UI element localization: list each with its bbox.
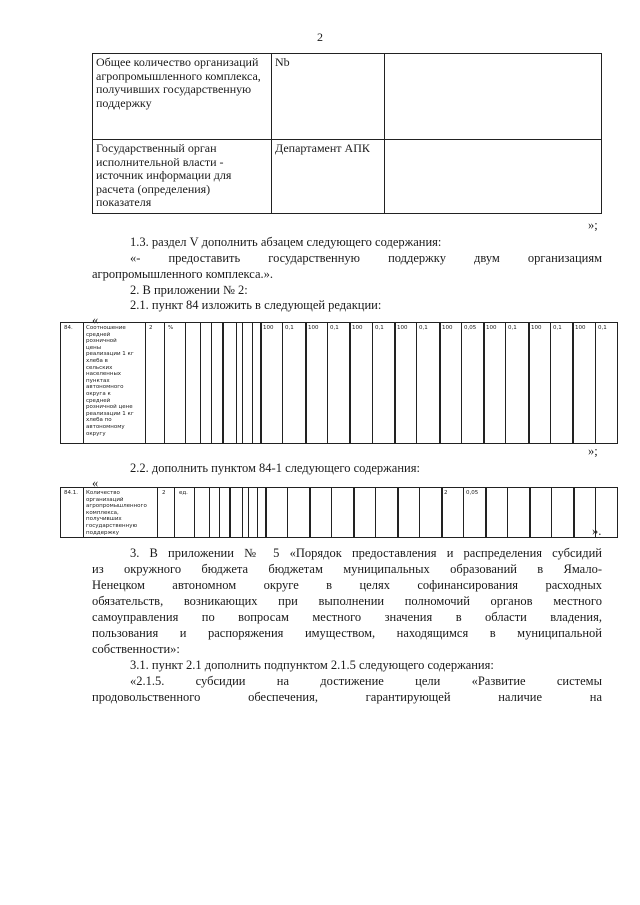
table-value-cell: 0,1	[330, 325, 339, 331]
closing-quote: »;	[588, 218, 598, 232]
indicator-name-line: округа к	[86, 390, 111, 397]
table-cell-value: Департамент АПК	[272, 140, 385, 214]
open-quote: «	[92, 476, 99, 490]
indicator-table	[92, 53, 602, 214]
indicator-name-line: населенных	[86, 371, 122, 378]
indicator-code: 2	[149, 325, 153, 331]
indicator-name-line: пунктах	[86, 377, 110, 384]
table-value-cell: 100	[308, 325, 319, 331]
closing-quote: »;	[588, 444, 598, 458]
indicator-name	[86, 490, 147, 536]
indicator-name	[86, 325, 134, 437]
paragraph: «- предоставить государственную поддержку двум организациям	[130, 251, 602, 265]
paragraph: агропромышленного комплекса.».	[92, 267, 274, 281]
table-row	[93, 140, 602, 214]
table-value-cell: 100	[397, 325, 408, 331]
indicator-name-line: получивших	[86, 516, 122, 523]
table-value-cell: 0,05	[466, 490, 479, 496]
table-value-cell: 2	[444, 490, 448, 496]
table-value-cell: 100	[442, 325, 453, 331]
table-value-cell: 0,1	[285, 325, 294, 331]
indicator-name-line: автономного	[86, 384, 124, 391]
indicator-name-line: Количество	[86, 490, 120, 496]
paragraph-line: «2.1.5. субсидии на достижение цели «Развитие системы	[130, 674, 602, 688]
paragraph: 2.1. пункт 84 изложить в следующей редакции:	[130, 298, 382, 312]
paragraph: 2.2. дополнить пунктом 84-1 следующего содержания:	[130, 461, 420, 475]
indicator-name-line: агропромышленного	[86, 503, 147, 510]
indicator-name-line: организаций	[86, 496, 124, 503]
table-cell-label: Общее количество организаций агропромышленного комплекса, получивших государственную поддержку	[93, 54, 272, 140]
paragraph-line: продовольственного обеспечения, гарантирующей наличие на	[92, 690, 602, 704]
indicator-unit: ед.	[179, 490, 188, 496]
paragraph: 3.1. пункт 2.1 дополнить подпунктом 2.1.5 следующего содержания:	[130, 658, 494, 672]
table-value-cell: 100	[575, 325, 586, 331]
indicator-name-line: автономному	[86, 423, 125, 430]
table-value-cell: 100	[263, 325, 274, 331]
table-value-cell: 0,1	[419, 325, 428, 331]
paragraph-line: пользования и распоряжения имуществом, находящимся в муниципальной	[92, 626, 602, 640]
indicator-name-line: государственную	[86, 522, 138, 529]
table-value-cell: 0,1	[375, 325, 384, 331]
paragraph: 2. В приложении № 2:	[130, 283, 248, 297]
closing-quote: ».	[592, 524, 602, 538]
paragraph-line: собственности»:	[92, 642, 180, 656]
table-cell-label: Государственный орган исполнительной власти - источник информации для расчета (определения) показателя	[93, 140, 272, 214]
table-cell-extra	[385, 54, 602, 140]
indicator-name-line: средней	[86, 397, 111, 404]
indicator-name-line: реализации 1 кг	[86, 410, 134, 417]
indicator-name-line: реализации 1 кг	[86, 351, 134, 358]
indicator-name-line: средней	[86, 331, 111, 338]
table-value-cell: 0,1	[598, 325, 607, 331]
table-row	[93, 54, 602, 140]
table-value-cell: 0,05	[464, 325, 477, 331]
row-number: 84.1.	[64, 490, 78, 496]
table-value-cell: 100	[352, 325, 363, 331]
open-quote: «	[92, 313, 99, 327]
indicator-name-line: розничной цене	[86, 404, 133, 411]
table-value-cell: 0,1	[553, 325, 562, 331]
page-number: 2	[317, 30, 323, 44]
indicator-name-line: розничной	[86, 338, 117, 345]
table-84-1	[60, 487, 618, 538]
paragraph-line: обязательств, возникающих при выполнении полномочий органов местного	[92, 594, 602, 608]
paragraph-line: 3. В приложении № 5 «Порядок предоставления и распределения субсидий	[130, 546, 602, 560]
table-value-cell: 0,1	[508, 325, 517, 331]
indicator-name-line: хлеба по	[86, 417, 112, 424]
indicator-name-line: округу	[86, 430, 106, 437]
table-84	[60, 322, 618, 444]
table-cell-value: Nb	[272, 54, 385, 140]
paragraph: 1.3. раздел V дополнить абзацем следующего содержания:	[130, 235, 442, 249]
table-value-cell: 100	[486, 325, 497, 331]
table-cell-extra	[385, 140, 602, 214]
indicator-name-line: комплекса,	[86, 509, 119, 516]
indicator-code: 2	[162, 490, 166, 496]
paragraph-line: из окружного бюджета бюджетам муниципальных образований в Ямало-	[92, 562, 602, 576]
indicator-name-line: Соотношение	[86, 325, 126, 331]
table-value-cell: 100	[531, 325, 542, 331]
row-number: 84.	[64, 325, 73, 331]
indicator-name-line: поддержку	[86, 529, 119, 536]
indicator-name-line: сельских	[86, 364, 113, 371]
indicator-name-line: хлеба в	[86, 357, 108, 364]
paragraph-line: Ненецком автономном округе в целях софинансирования расходных	[92, 578, 602, 592]
indicator-name-line: цены	[86, 344, 102, 351]
paragraph-line: самоуправления по вопросам местного значения в области владения,	[92, 610, 602, 624]
indicator-unit: %	[168, 325, 174, 331]
